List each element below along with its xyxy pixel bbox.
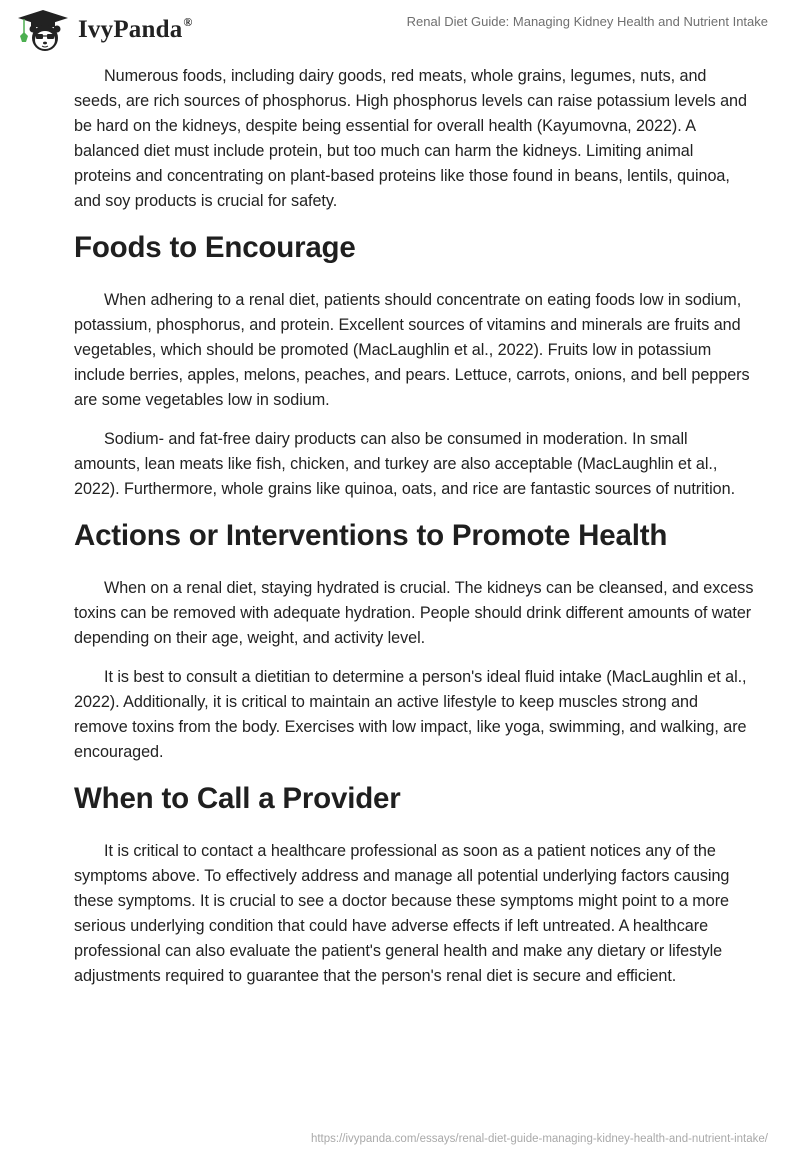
intro-paragraph: Numerous foods, including dairy goods, red meats, whole grains, legumes, nuts, and seeds, are rich sources of phosphorus. High phosphorus levels can raise potassium levels and be hard on the kidneys, despite being essential for overall health (Kayumovna, 2022). A balanced diet must include protein, but too much can harm the kidneys. Limiting animal proteins and concentrating on plant-based proteins like those found in beans, lentils, quinoa, and soy products is crucial for safety. <box>74 67 747 210</box>
paragraph: Sodium- and fat-free dairy products can also be consumed in moderation. In small amounts, lean meats like fish, chicken, and turkey are also acceptable (MacLaughlin et al., 2022). Furthermore, whole grains like quinoa, oats, and rice are fantastic sources of nutrition. <box>74 430 736 498</box>
paragraph: When adhering to a renal diet, patients should concentrate on eating foods low in sodium, potassium, phosphorus, and protein. Excellent sources of vitamins and minerals are fruits and vegetables, which should be promoted (MacLaughlin et al., 2022). Fruits low in potassium include berries, apples, melons, peaches, and pears. Lettuce, carrots, onions, and bell peppers are some vegetables low in sodium. <box>74 291 750 409</box>
heading-actions-interventions: Actions or Interventions to Promote Health <box>74 519 668 552</box>
paragraph: When on a renal diet, staying hydrated is crucial. The kidneys can be cleansed, and excess toxins can be removed with adequate hydration. People should drink different amounts of water depending on their age, weight, and activity level. <box>74 579 754 647</box>
source-url[interactable]: https://ivypanda.com/essays/renal-diet-guide-managing-kidney-health-and-nutrient-intake/ <box>310 1133 768 1145</box>
heading-foods-to-encourage: Foods to Encourage <box>74 231 356 264</box>
paragraph: It is critical to contact a healthcare professional as soon as a patient notices any of the symptoms above. To effectively address and manage all potential underlying factors causing these symptoms. It is crucial to see a doctor because these symptoms might point to a more serious underlying condition that could have adverse effects if left untreated. A healthcare professional can also evaluate the patient's general health and make any dietary or lifestyle adjustments required to guarantee that the person's renal diet is secure and efficient. <box>74 842 730 985</box>
document-title: Renal Diet Guide: Managing Kidney Health and Nutrient Intake <box>406 14 768 29</box>
paragraph: It is best to consult a dietitian to determine a person's ideal fluid intake (MacLaughlin et al., 2022). Additionally, it is critical to maintain an active lifestyle to keep muscles strong and remove toxins from the body. Exercises with low impact, like yoga, swimming, and walking, are encouraged. <box>74 668 747 761</box>
essay-content <box>74 64 754 1003</box>
logo-wordmark: IvyPanda <box>78 16 183 43</box>
heading-when-to-call-provider: When to Call a Provider <box>74 782 401 815</box>
registered-mark: ® <box>183 14 193 29</box>
logo-text <box>78 16 193 44</box>
panda-graduate-icon <box>16 8 70 52</box>
ivypanda-logo[interactable] <box>16 8 193 52</box>
page-header <box>0 0 800 60</box>
